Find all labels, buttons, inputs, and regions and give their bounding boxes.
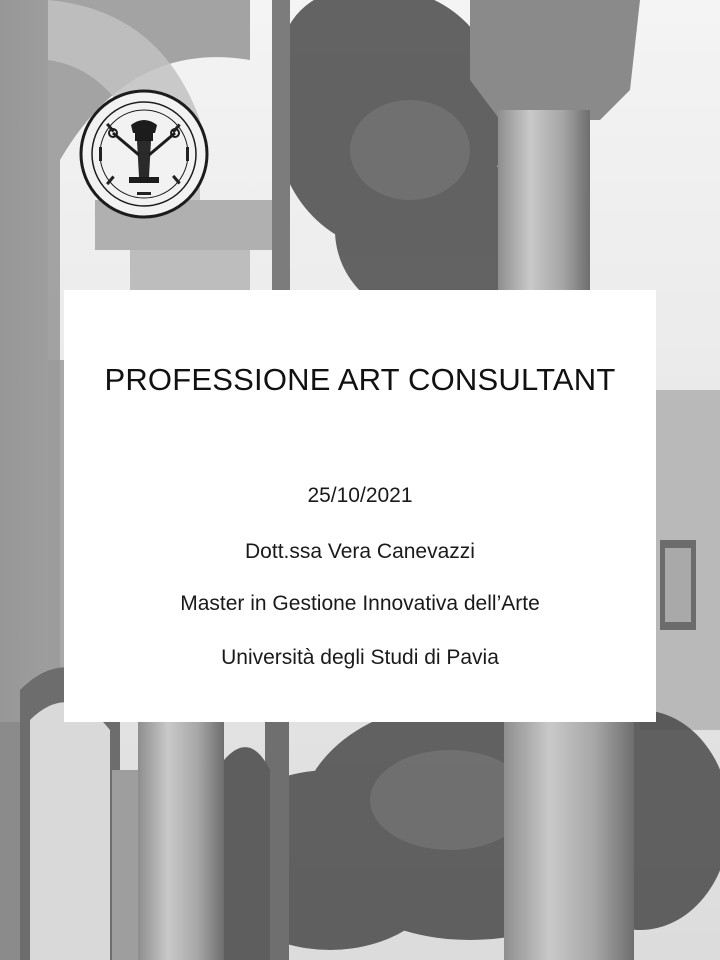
program-name: Master in Gestione Innovativa dell’Arte <box>180 592 540 615</box>
university-name: Università degli Studi di Pavia <box>221 646 499 669</box>
title-card <box>64 290 656 722</box>
university-seal-icon <box>79 89 209 219</box>
page-title: PROFESSIONE ART CONSULTANT <box>104 362 616 397</box>
presentation-date: 25/10/2021 <box>307 484 413 507</box>
author-name: Dott.ssa Vera Canevazzi <box>245 540 475 563</box>
